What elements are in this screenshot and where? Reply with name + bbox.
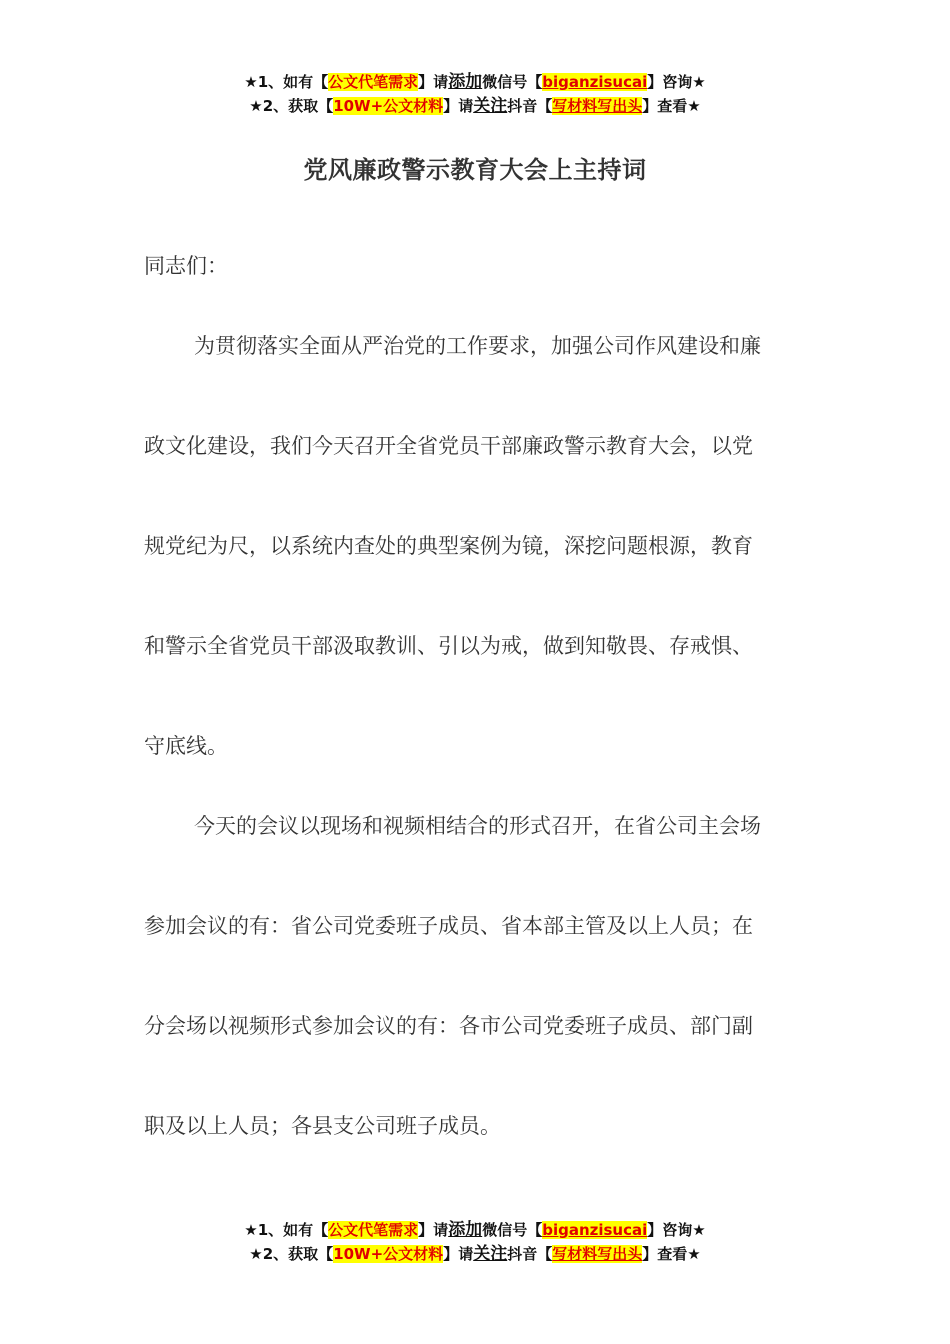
paragraph-line: 参加会议的有：省公司党委班子成员、省本部主管及以上人员；在 xyxy=(144,914,753,938)
header-banner xyxy=(0,70,950,118)
paragraph-line: 分会场以视频形式参加会议的有：各市公司党委班子成员、部门副 xyxy=(144,1014,753,1038)
douyin-account-highlight[interactable]: 写材料写出头 xyxy=(552,97,643,115)
paragraph-line: 职及以上人员；各县支公司班子成员。 xyxy=(144,1114,501,1138)
paragraph-line: 规党纪为尺，以系统内查处的典型案例为镜，深挖问题根源，教育 xyxy=(144,534,753,558)
document-title: 党风廉政警示教育大会上主持词 xyxy=(303,156,647,184)
materials-highlight: 10W+公文材料 xyxy=(333,1245,444,1263)
banner-line-2: ★2、获取【10W+公文材料】请关注抖音【写材料写出头】查看★ xyxy=(249,96,701,116)
salutation: 同志们： xyxy=(144,254,228,278)
paragraph-line: 和警示全省党员干部汲取教训、引以为戒，做到知敬畏、存戒惧、 xyxy=(144,634,753,658)
ghostwriting-highlight: 公文代笔需求 xyxy=(328,1221,419,1239)
footer-banner xyxy=(0,1218,950,1266)
paragraph-line: 今天的会议以现场和视频相结合的形式召开，在省公司主会场 xyxy=(194,814,761,838)
materials-highlight: 10W+公文材料 xyxy=(333,97,444,115)
douyin-account-highlight[interactable]: 写材料写出头 xyxy=(552,1245,643,1263)
wechat-id-highlight[interactable]: biganzisucai xyxy=(542,73,648,91)
paragraph-line: 为贯彻落实全面从严治党的工作要求，加强公司作风建设和廉 xyxy=(194,334,761,358)
paragraph-line: 政文化建设，我们今天召开全省党员干部廉政警示教育大会，以党 xyxy=(144,434,753,458)
banner-line-1: ★1、如有【公文代笔需求】请添加微信号【biganzisucai】咨询★ xyxy=(244,72,706,92)
paragraph-line: 守底线。 xyxy=(144,734,228,758)
ghostwriting-highlight: 公文代笔需求 xyxy=(328,73,419,91)
banner-line-2: ★2、获取【10W+公文材料】请关注抖音【写材料写出头】查看★ xyxy=(249,1244,701,1264)
banner-line-1: ★1、如有【公文代笔需求】请添加微信号【biganzisucai】咨询★ xyxy=(244,1220,706,1240)
wechat-id-highlight[interactable]: biganzisucai xyxy=(542,1221,648,1239)
